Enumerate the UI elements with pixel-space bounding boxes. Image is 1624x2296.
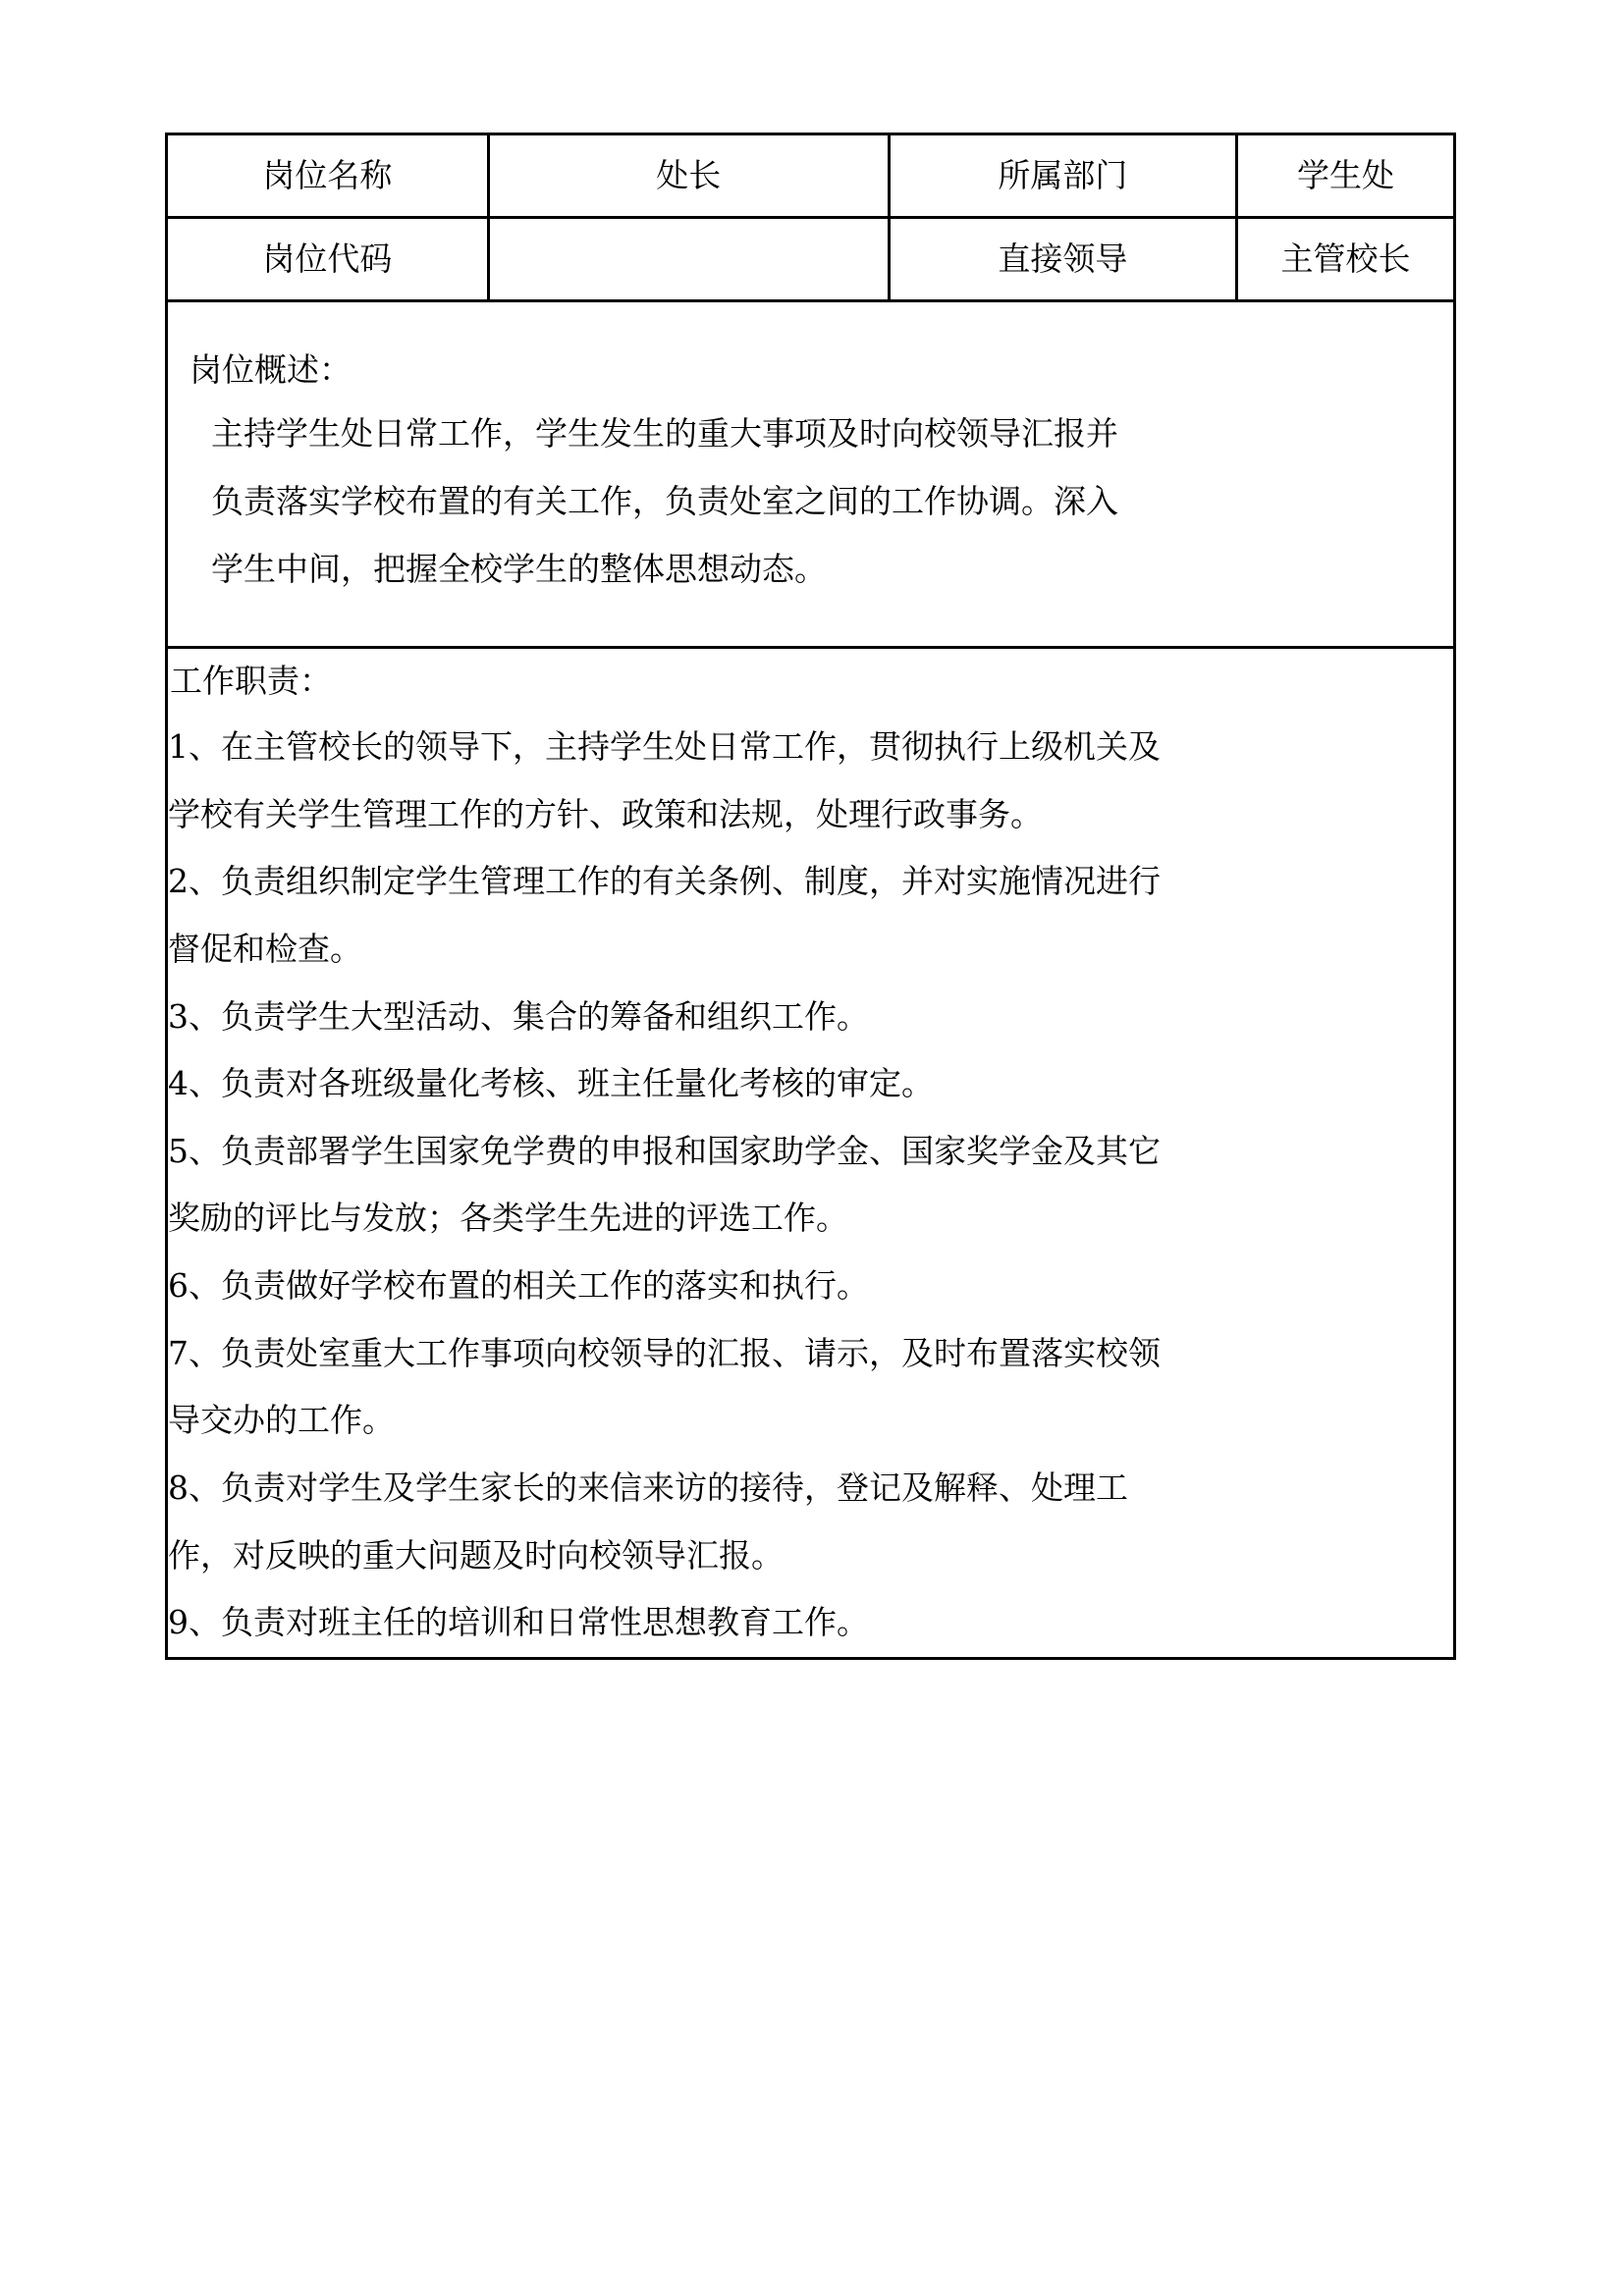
overview-line: 主持学生处日常工作，学生发生的重大事项及时向校领导汇报并 bbox=[211, 413, 1118, 453]
duties-body bbox=[168, 714, 1453, 1657]
cell-duties bbox=[167, 648, 1455, 1659]
duty-line: 督促和检查。 bbox=[168, 929, 362, 968]
duties-heading: 工作职责： bbox=[170, 662, 332, 700]
duty-line: 7、负责处室重大工作事项向校领导的汇报、请示，及时布置落实校领 bbox=[168, 1333, 1161, 1372]
table-row-position-name bbox=[167, 134, 1455, 218]
duty-line: 3、负责学生大型活动、集合的筹备和组织工作。 bbox=[168, 996, 869, 1036]
job-description-table bbox=[165, 133, 1456, 1660]
duty-line: 4、负责对各班级量化考核、班主任量化考核的审定。 bbox=[168, 1064, 934, 1103]
cell-value-direct-supervisor: 主管校长 bbox=[1236, 218, 1454, 301]
overview-heading: 岗位概述： bbox=[189, 350, 352, 390]
duty-line: 作，对反映的重大问题及时向校领导汇报。 bbox=[168, 1535, 784, 1575]
duty-line: 2、负责组织制定学生管理工作的有关条例、制度，并对实施情况进行 bbox=[168, 862, 1161, 901]
overview-line: 学生中间，把握全校学生的整体思想动态。 bbox=[211, 550, 827, 589]
cell-value-position-name: 处长 bbox=[488, 134, 889, 218]
duty-line: 9、负责对班主任的培训和日常性思想教育工作。 bbox=[168, 1603, 869, 1642]
duty-line: 6、负责做好学校布置的相关工作的落实和执行。 bbox=[168, 1266, 869, 1305]
duty-line: 导交办的工作。 bbox=[168, 1401, 395, 1440]
cell-label-department: 所属部门 bbox=[889, 134, 1236, 218]
duty-line: 1、在主管校长的领导下，主持学生处日常工作，贯彻执行上级机关及 bbox=[168, 727, 1161, 766]
cell-overview bbox=[167, 301, 1455, 648]
duty-line: 8、负责对学生及学生家长的来信来访的接待，登记及解释、处理工 bbox=[168, 1468, 1128, 1507]
table-row-overview bbox=[167, 301, 1455, 648]
duty-line: 奖励的评比与发放；各类学生先进的评选工作。 bbox=[168, 1199, 848, 1238]
cell-label-direct-supervisor: 直接领导 bbox=[889, 218, 1236, 301]
cell-label-position-name: 岗位名称 bbox=[167, 134, 489, 218]
cell-value-position-code bbox=[488, 218, 889, 301]
overview-body bbox=[168, 400, 1453, 604]
duty-line: 5、负责部署学生国家免学费的申报和国家助学金、国家奖学金及其它 bbox=[168, 1131, 1161, 1170]
table-row-duties bbox=[167, 648, 1455, 1659]
duty-line: 学校有关学生管理工作的方针、政策和法规，处理行政事务。 bbox=[168, 794, 1043, 833]
cell-label-position-code: 岗位代码 bbox=[167, 218, 489, 301]
table-row-position-code bbox=[167, 218, 1455, 301]
overview-line: 负责落实学校布置的有关工作，负责处室之间的工作协调。深入 bbox=[211, 481, 1118, 520]
cell-value-department: 学生处 bbox=[1236, 134, 1454, 218]
